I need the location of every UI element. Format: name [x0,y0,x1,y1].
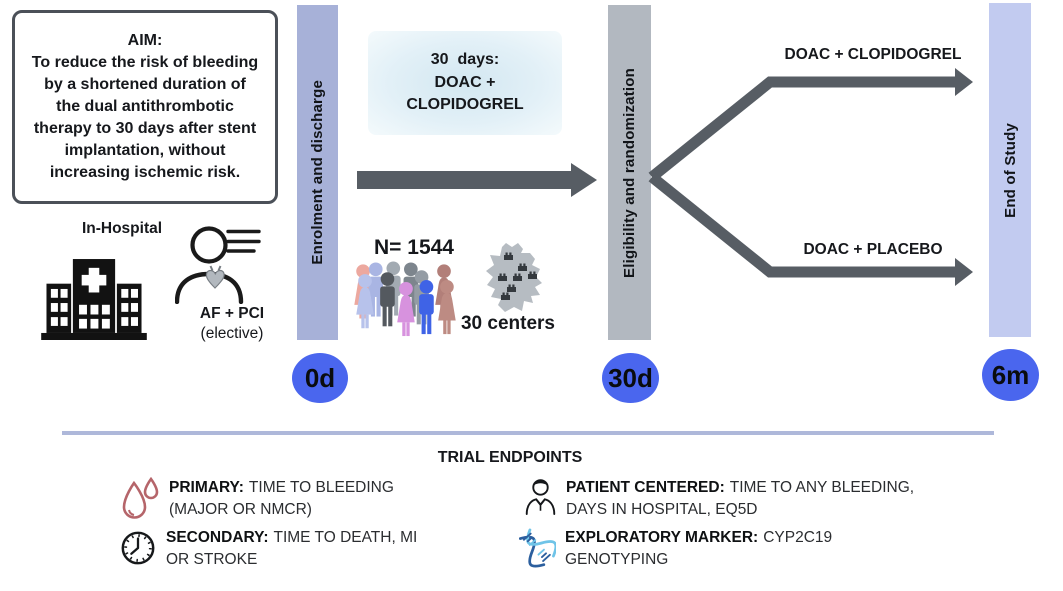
eligibility-bar [608,5,651,340]
badge-0d: 0d [292,353,348,403]
dna-icon [519,527,556,569]
endpoints-divider [62,431,994,435]
endpoint-primary-text: TIME TO BLEEDING (MAJOR OR NMCR) [169,479,394,518]
endpoint-patient-centered [524,477,938,521]
badge-6m: 6m [982,349,1039,401]
badge-30d: 30d [602,353,659,403]
endpoint-secondary-label: SECONDARY: [166,529,269,546]
clock-icon [119,529,157,567]
endpoint-secondary [119,527,428,571]
in-hospital-label: In-Hospital [81,220,163,237]
endpoint-primary [120,477,404,523]
endpoint-patient-centered-text: TIME TO ANY BLEEDING, DAYS IN HOSPITAL, EQ5D [566,479,915,518]
patient-condition-sub: (elective) [200,324,264,342]
end-of-study-bar-label: End of Study [1001,122,1019,218]
aim-title: AIM: [127,31,163,49]
eligibility-bar-label: Eligibility and randomization [621,67,638,278]
patient-condition-main: AF + PCI [199,305,265,322]
enrolment-bar-label: Enrolment and discharge [309,80,326,265]
endpoint-exploratory [519,527,835,571]
endpoints-title: TRIAL ENDPOINTS [437,449,583,466]
patient-condition-label [178,304,286,344]
end-of-study-bar [989,3,1031,337]
phase-line-1: 30 days: [430,51,500,69]
doctor-icon [524,477,557,515]
endpoint-patient-centered-label: PATIENT CENTERED: [566,479,725,496]
endpoint-secondary-text: TIME TO DEATH, MI OR STROKE [166,529,418,568]
crowd-icon [350,260,460,338]
blood-drops-icon [120,477,160,523]
enrolment-bar [297,5,338,340]
phase-line-3: CLOPIDOGREL [406,96,524,114]
patient-heart-icon [175,224,261,304]
endpoint-exploratory-label: EXPLORATORY MARKER: [565,529,759,546]
hospital-icon [37,252,151,340]
endpoint-primary-label: PRIMARY: [169,479,244,496]
arm-label-doac-clopidogrel: DOAC + CLOPIDOGREL [784,46,962,63]
phase-line-2: DOAC + [434,73,496,91]
randomization-arrow-top-icon [652,68,973,177]
aim-box [12,10,278,204]
phase-box [368,31,562,135]
heart-icon [206,266,224,288]
sample-size-label: N= 1544 [374,236,454,259]
germany-map-icon [476,239,550,319]
centers-label: 30 centers [460,313,555,334]
randomization-arrow-bottom-icon [652,177,973,286]
arm-label-doac-placebo: DOAC + PLACEBO [803,241,943,258]
treatment-arrow-icon [357,163,597,197]
endpoint-exploratory-text: CYP2C19 GENOTYPING [565,529,833,568]
aim-body: To reduce the risk of bleeding by a shortened duration of the dual antithrombotic therapy to 30 days after stent implantation, without increasing ischemic risk. [31,53,259,182]
